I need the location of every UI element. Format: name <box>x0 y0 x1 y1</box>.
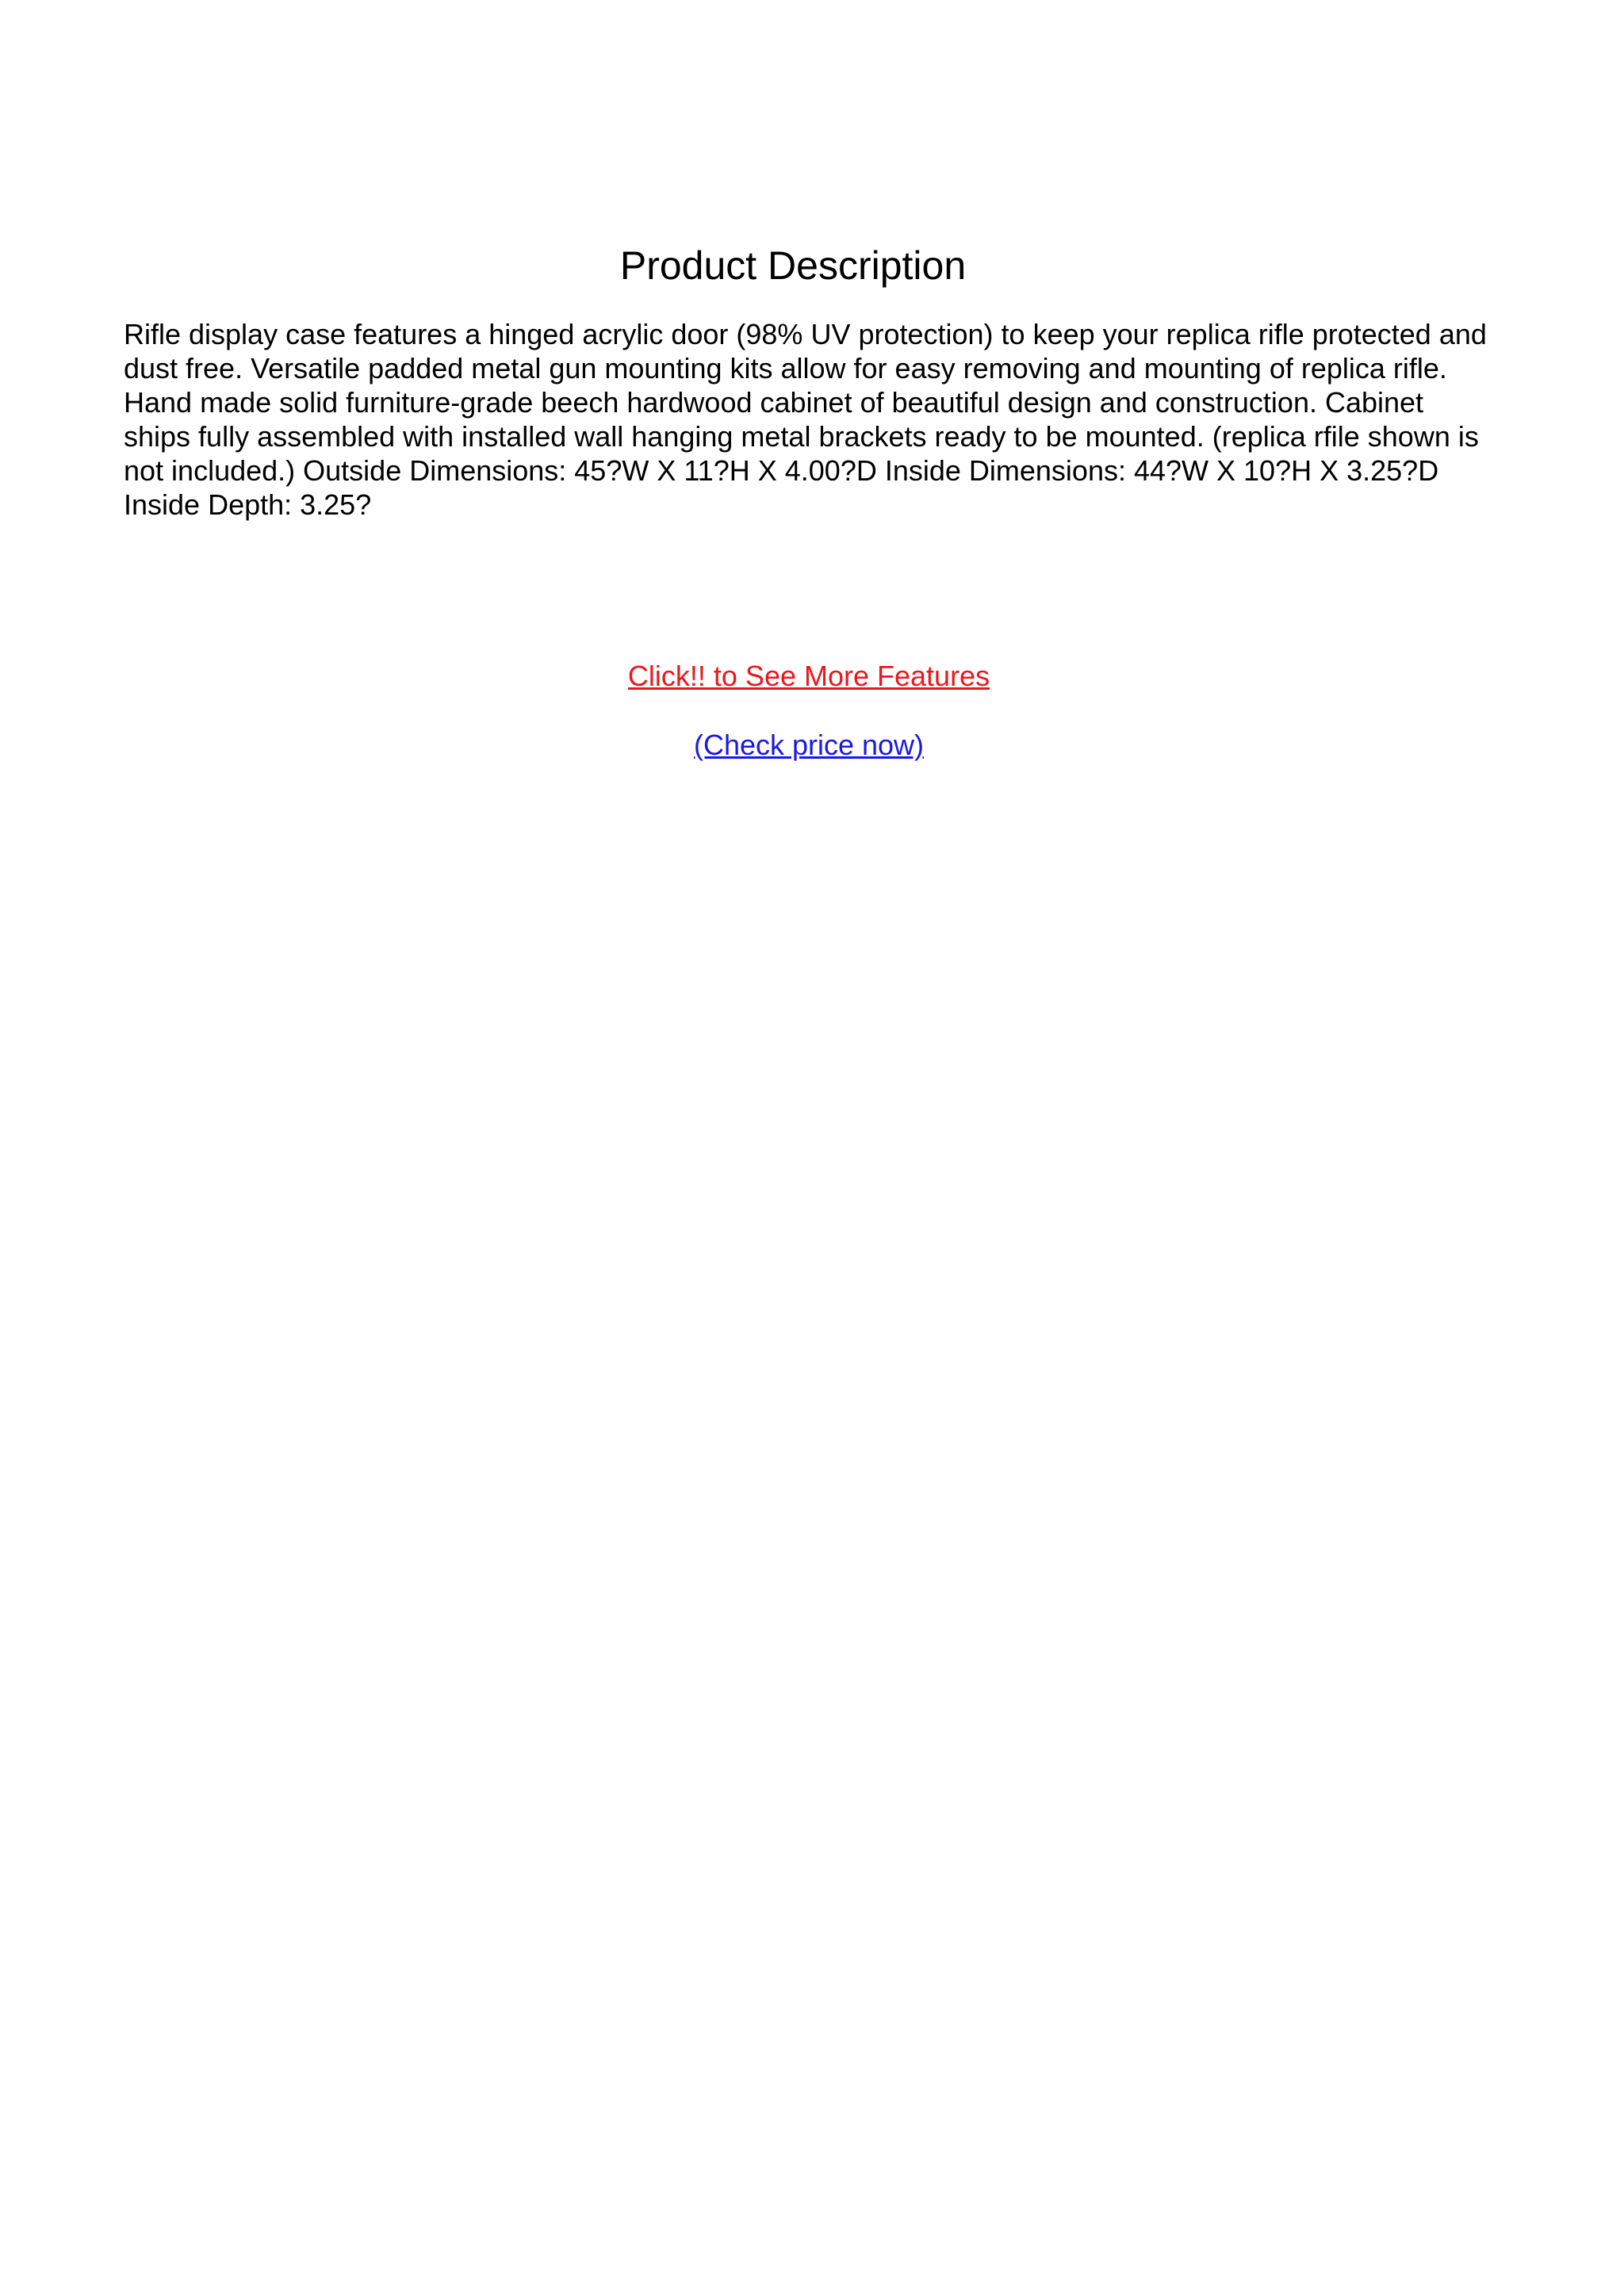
page-title: Product Description <box>619 243 967 288</box>
features-link-container <box>0 656 1618 696</box>
see-more-features-link[interactable]: Click!! to See More Features <box>627 660 990 692</box>
product-description: Rifle display case features a hinged acrylic door (98% UV protection) to keep your replica rifle protected and dust free. Versatile padded metal gun mounting kits allow for easy removing and mounting of replica rifle. Hand made solid furniture-grade beech hardwood cabinet of beautiful design and construction. Cabinet ships fully assembled with installed wall hanging metal brackets ready to be mounted. (replica rfile shown is not included.) Outside Dimensions: 45?W X 11?H X 4.00?D Inside Dimensions: 44?W X 10?H X 3.25?D Inside Depth: 3.25? <box>124 318 1487 521</box>
price-link-container <box>0 725 1618 765</box>
check-price-link[interactable]: (Check price now) <box>693 729 925 761</box>
